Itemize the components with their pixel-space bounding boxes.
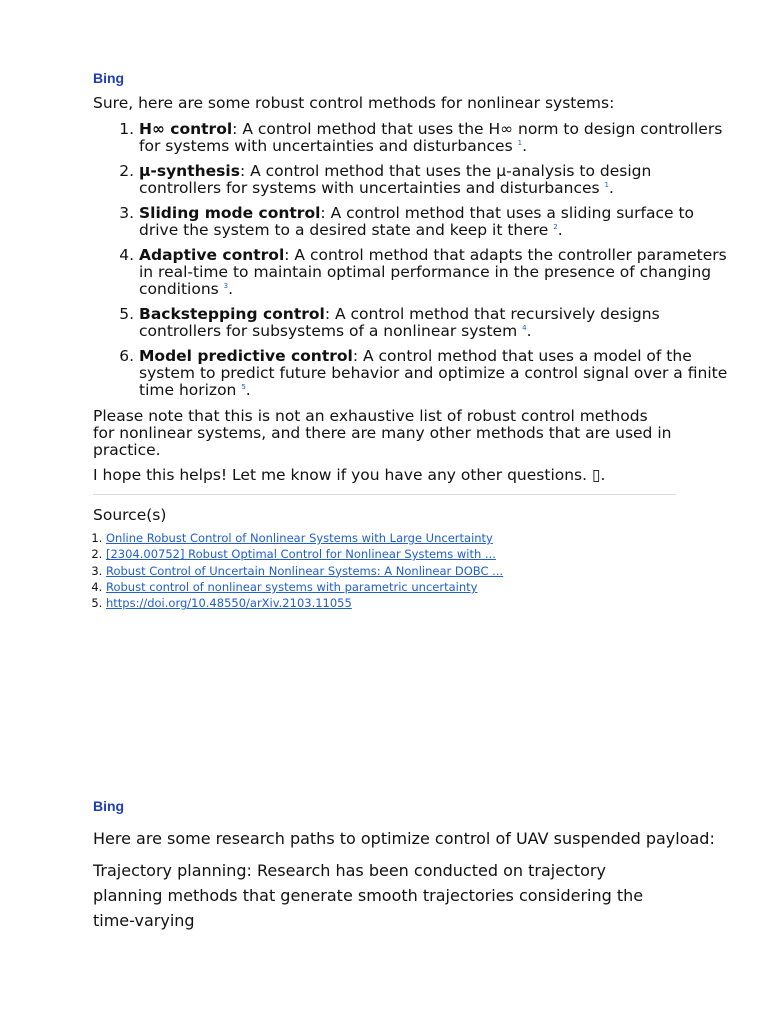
method-end: . [609, 179, 614, 197]
list-item [106, 530, 503, 546]
sender-label: Bing [93, 70, 125, 86]
method-end: . [557, 221, 563, 239]
sender-label: Bing [93, 798, 125, 814]
method-description: : A control method that uses the μ-analysis to design controllers for systems with uncertainties and disturbances [139, 162, 652, 197]
citation-link[interactable]: 2 [553, 223, 558, 231]
method-term: Model predictive control [139, 347, 353, 365]
method-end: . [522, 137, 528, 155]
list-item [139, 205, 729, 239]
list-item [139, 247, 729, 298]
method-description: : A control method that adapts the controller parameters in real-time to maintain optimal performance in the presence of changing conditions [139, 246, 727, 298]
answer-intro: Sure, here are some robust control methods for nonlinear systems: [93, 94, 615, 112]
list-item [106, 595, 503, 611]
methods-list [93, 121, 729, 407]
list-item [139, 348, 729, 399]
method-end: . [245, 381, 251, 399]
source-link[interactable]: [2304.00752] Robust Optimal Control for Nonlinear Systems with ... [106, 547, 496, 562]
list-item [106, 546, 503, 562]
method-term: Backstepping control [139, 305, 325, 323]
list-item [106, 579, 503, 595]
list-item [139, 306, 729, 340]
divider [93, 494, 676, 495]
method-description: : A control method that uses a sliding surface to drive the system to a desired state and keep it there [139, 204, 695, 239]
citation-link[interactable]: 5 [241, 383, 246, 391]
method-description: : A control method that recursively designs controllers for subsystems of a nonlinear system [139, 305, 660, 340]
sources-heading: Source(s) [93, 506, 167, 524]
source-link[interactable]: Robust Control of Uncertain Nonlinear Systems: A Nonlinear DOBC ... [106, 563, 504, 578]
sources-list [93, 530, 503, 611]
method-term: μ-synthesis [139, 162, 240, 180]
method-end: . [526, 322, 532, 340]
citation-link[interactable]: 4 [522, 324, 527, 332]
citation-link[interactable]: 1 [517, 139, 523, 147]
list-item [139, 163, 729, 197]
source-link[interactable]: Robust control of nonlinear systems with parametric uncertainty [106, 579, 478, 594]
answer-intro: Here are some research paths to optimize control of UAV suspended payload: [93, 829, 715, 848]
closing-line: I hope this helps! Let me know if you have any other questions. ▯. [93, 466, 606, 484]
list-item [139, 121, 729, 155]
method-description: : A control method that uses a model of the system to predict future behavior and optimize a control signal over a finite time horizon [139, 347, 728, 399]
list-item [106, 563, 503, 579]
method-term: H∞ control [139, 120, 233, 138]
method-term: Adaptive control [139, 246, 285, 264]
source-link[interactable]: Online Robust Control of Nonlinear Systems with Large Uncertainty [106, 531, 493, 545]
source-link[interactable]: https://doi.org/10.48550/arXiv.2103.11055 [106, 596, 352, 611]
answer-paragraph: Trajectory planning: Research has been conducted on trajectory planning methods that generate smooth trajectories considering the time-varying [93, 861, 644, 930]
method-term: Sliding mode control [139, 204, 321, 222]
citation-link[interactable]: 3 [223, 282, 229, 290]
method-end: . [228, 280, 234, 298]
citation-link[interactable]: 1 [604, 181, 610, 189]
method-description: : A control method that uses the H∞ norm to design controllers for systems with uncertainties and disturbances [139, 120, 723, 155]
disclaimer-note: Please note that this is not an exhaustive list of robust control methods for nonlinear systems, and there are many other methods that are used in practice. [93, 407, 672, 459]
